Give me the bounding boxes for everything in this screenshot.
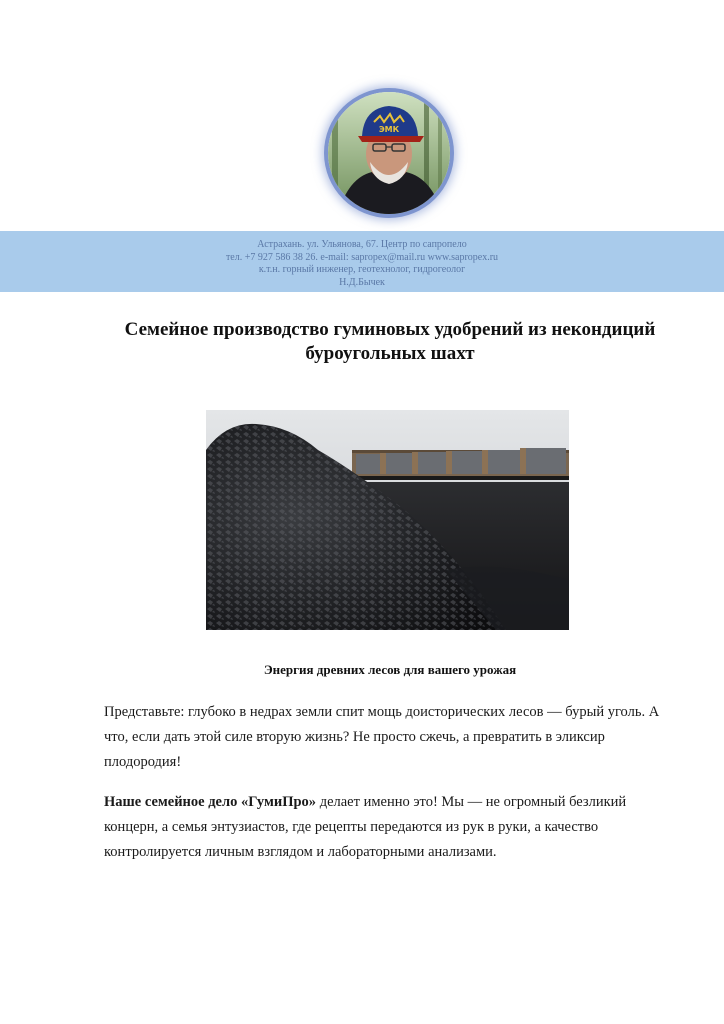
railway-wagons [352,448,569,480]
contact-phone-email: тел. +7 927 586 38 26. e-mail: sapropex@mail.ru www.sapropex.ru [225,251,499,263]
portrait-image [328,92,450,214]
document-title [90,318,690,366]
company-name-bold: Наше семейное дело «ГумиПро» [104,794,317,810]
title-line-2: буроугольных шахт [305,343,475,364]
company-paragraph [104,790,664,865]
contact-credentials: к.т.н. горный инженер, геотехнолог, гидрогеолог [258,264,466,275]
title-line-1: Семейное производство гуминовых удобрений из некондиций [124,319,656,340]
coal-pile-photo [206,410,569,630]
contact-address: Астрахань. ул. Ульянова, 67. Центр по сапропело [257,239,467,250]
contact-band [0,231,724,292]
contact-name: Н.Д.Бычек [339,276,385,288]
cap-logo-text: ЭМК [378,125,400,134]
coal-photo-illustration [206,410,569,630]
author-portrait [328,92,450,214]
section-subtitle: Энергия древних лесов для вашего урожая [263,662,517,677]
company-description: делает именно это! Мы — не огромный безликий концерн, а семья энтузиастов, где рецепты передаются из рук в руки, а качество контролируется личным взглядом и лабораторными анализами. [104,794,627,860]
intro-paragraph: Представьте: глубоко в недрах земли спит мощь доисторических лесов — бурый уголь. А что, если дать этой силе вторую жизнь? Не просто сжечь, а превратить в эликсир плодородия! [104,704,660,770]
